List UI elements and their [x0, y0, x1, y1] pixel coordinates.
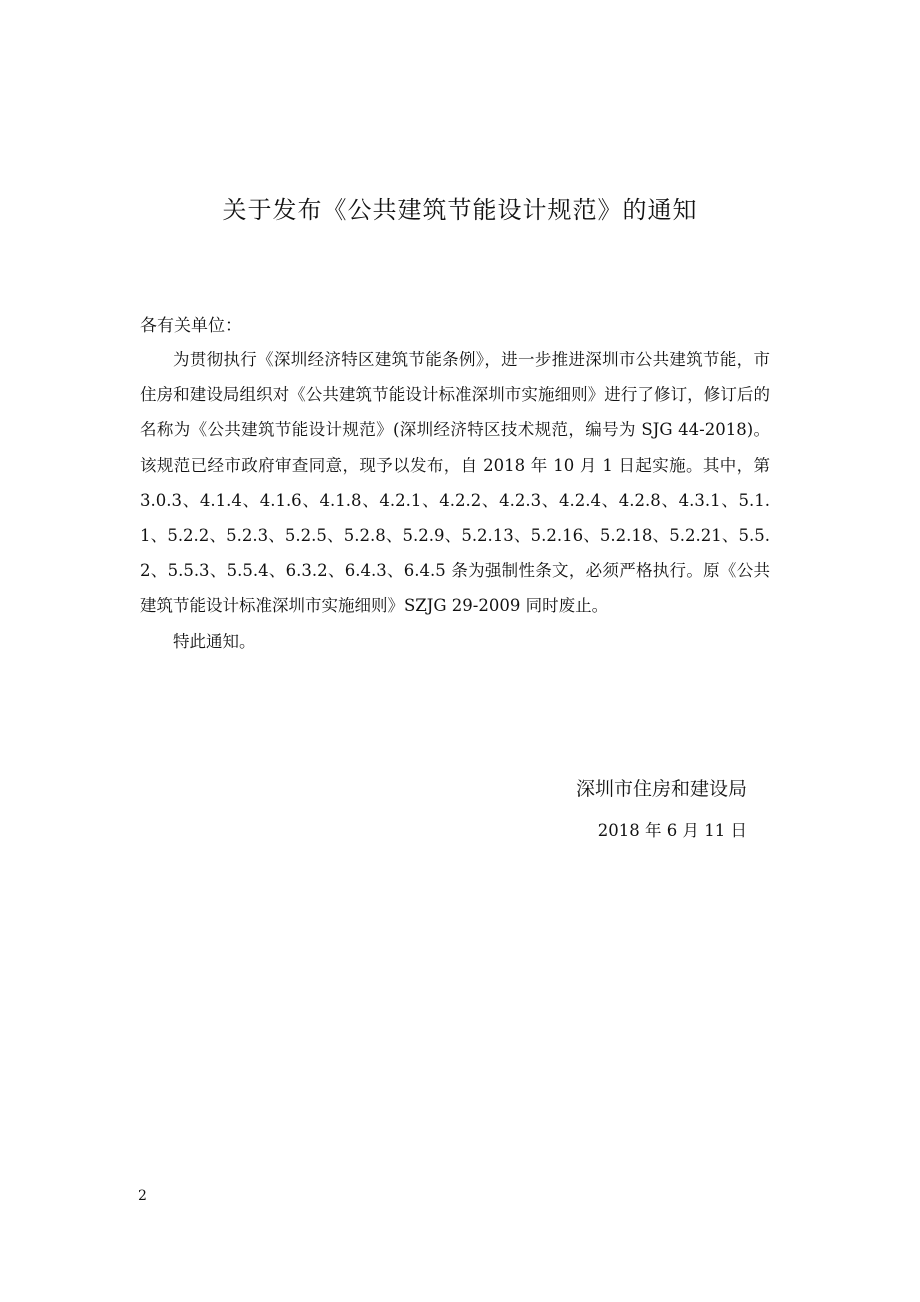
document-title: 关于发布《公共建筑节能设计规范》的通知 [222, 196, 698, 224]
closing-paragraph: 特此通知。 [173, 631, 256, 651]
issuer-signature: 深圳市住房和建设局 [575, 778, 747, 800]
document-body [140, 342, 770, 659]
issue-date: 2018 年 6 月 11 日 [597, 821, 747, 840]
main-paragraph: 为贯彻执行《深圳经济特区建筑节能条例》，进一步推进深圳市公共建筑节能，市住房和建设局组织对《公共建筑节能设计标准深圳市实施细则》进行了修订，修订后的名称为《公共建筑节能设计规范》(深圳经济特区技术规范，编号为 SJG 44-2018)。该规范已经市政府审查同意，现予以发布，自 2018 年 10 月 1 日起实施。其中，第 3.0.3、4.1.4、4.1.6、4.1.8、4.2.1、4.2.2、4.2.3、4.2.4、4.2.8、4.3.1、5.1.1、5.2.2、5.2.3、5.2.5、5.2.8、5.2.9、5.2.13、5.2.16、5.2.18、5.2.21、5.5.2、5.5.3、5.5.4、6.3.2、6.4.3、6.4.5 条为强制性条文，必须严格执行。原《公共建筑节能设计标准深圳市实施细则》SZJG 29-2009 同时废止。 [140, 350, 770, 616]
salutation: 各有关单位： [140, 316, 242, 336]
page-number: 2 [138, 1188, 147, 1204]
